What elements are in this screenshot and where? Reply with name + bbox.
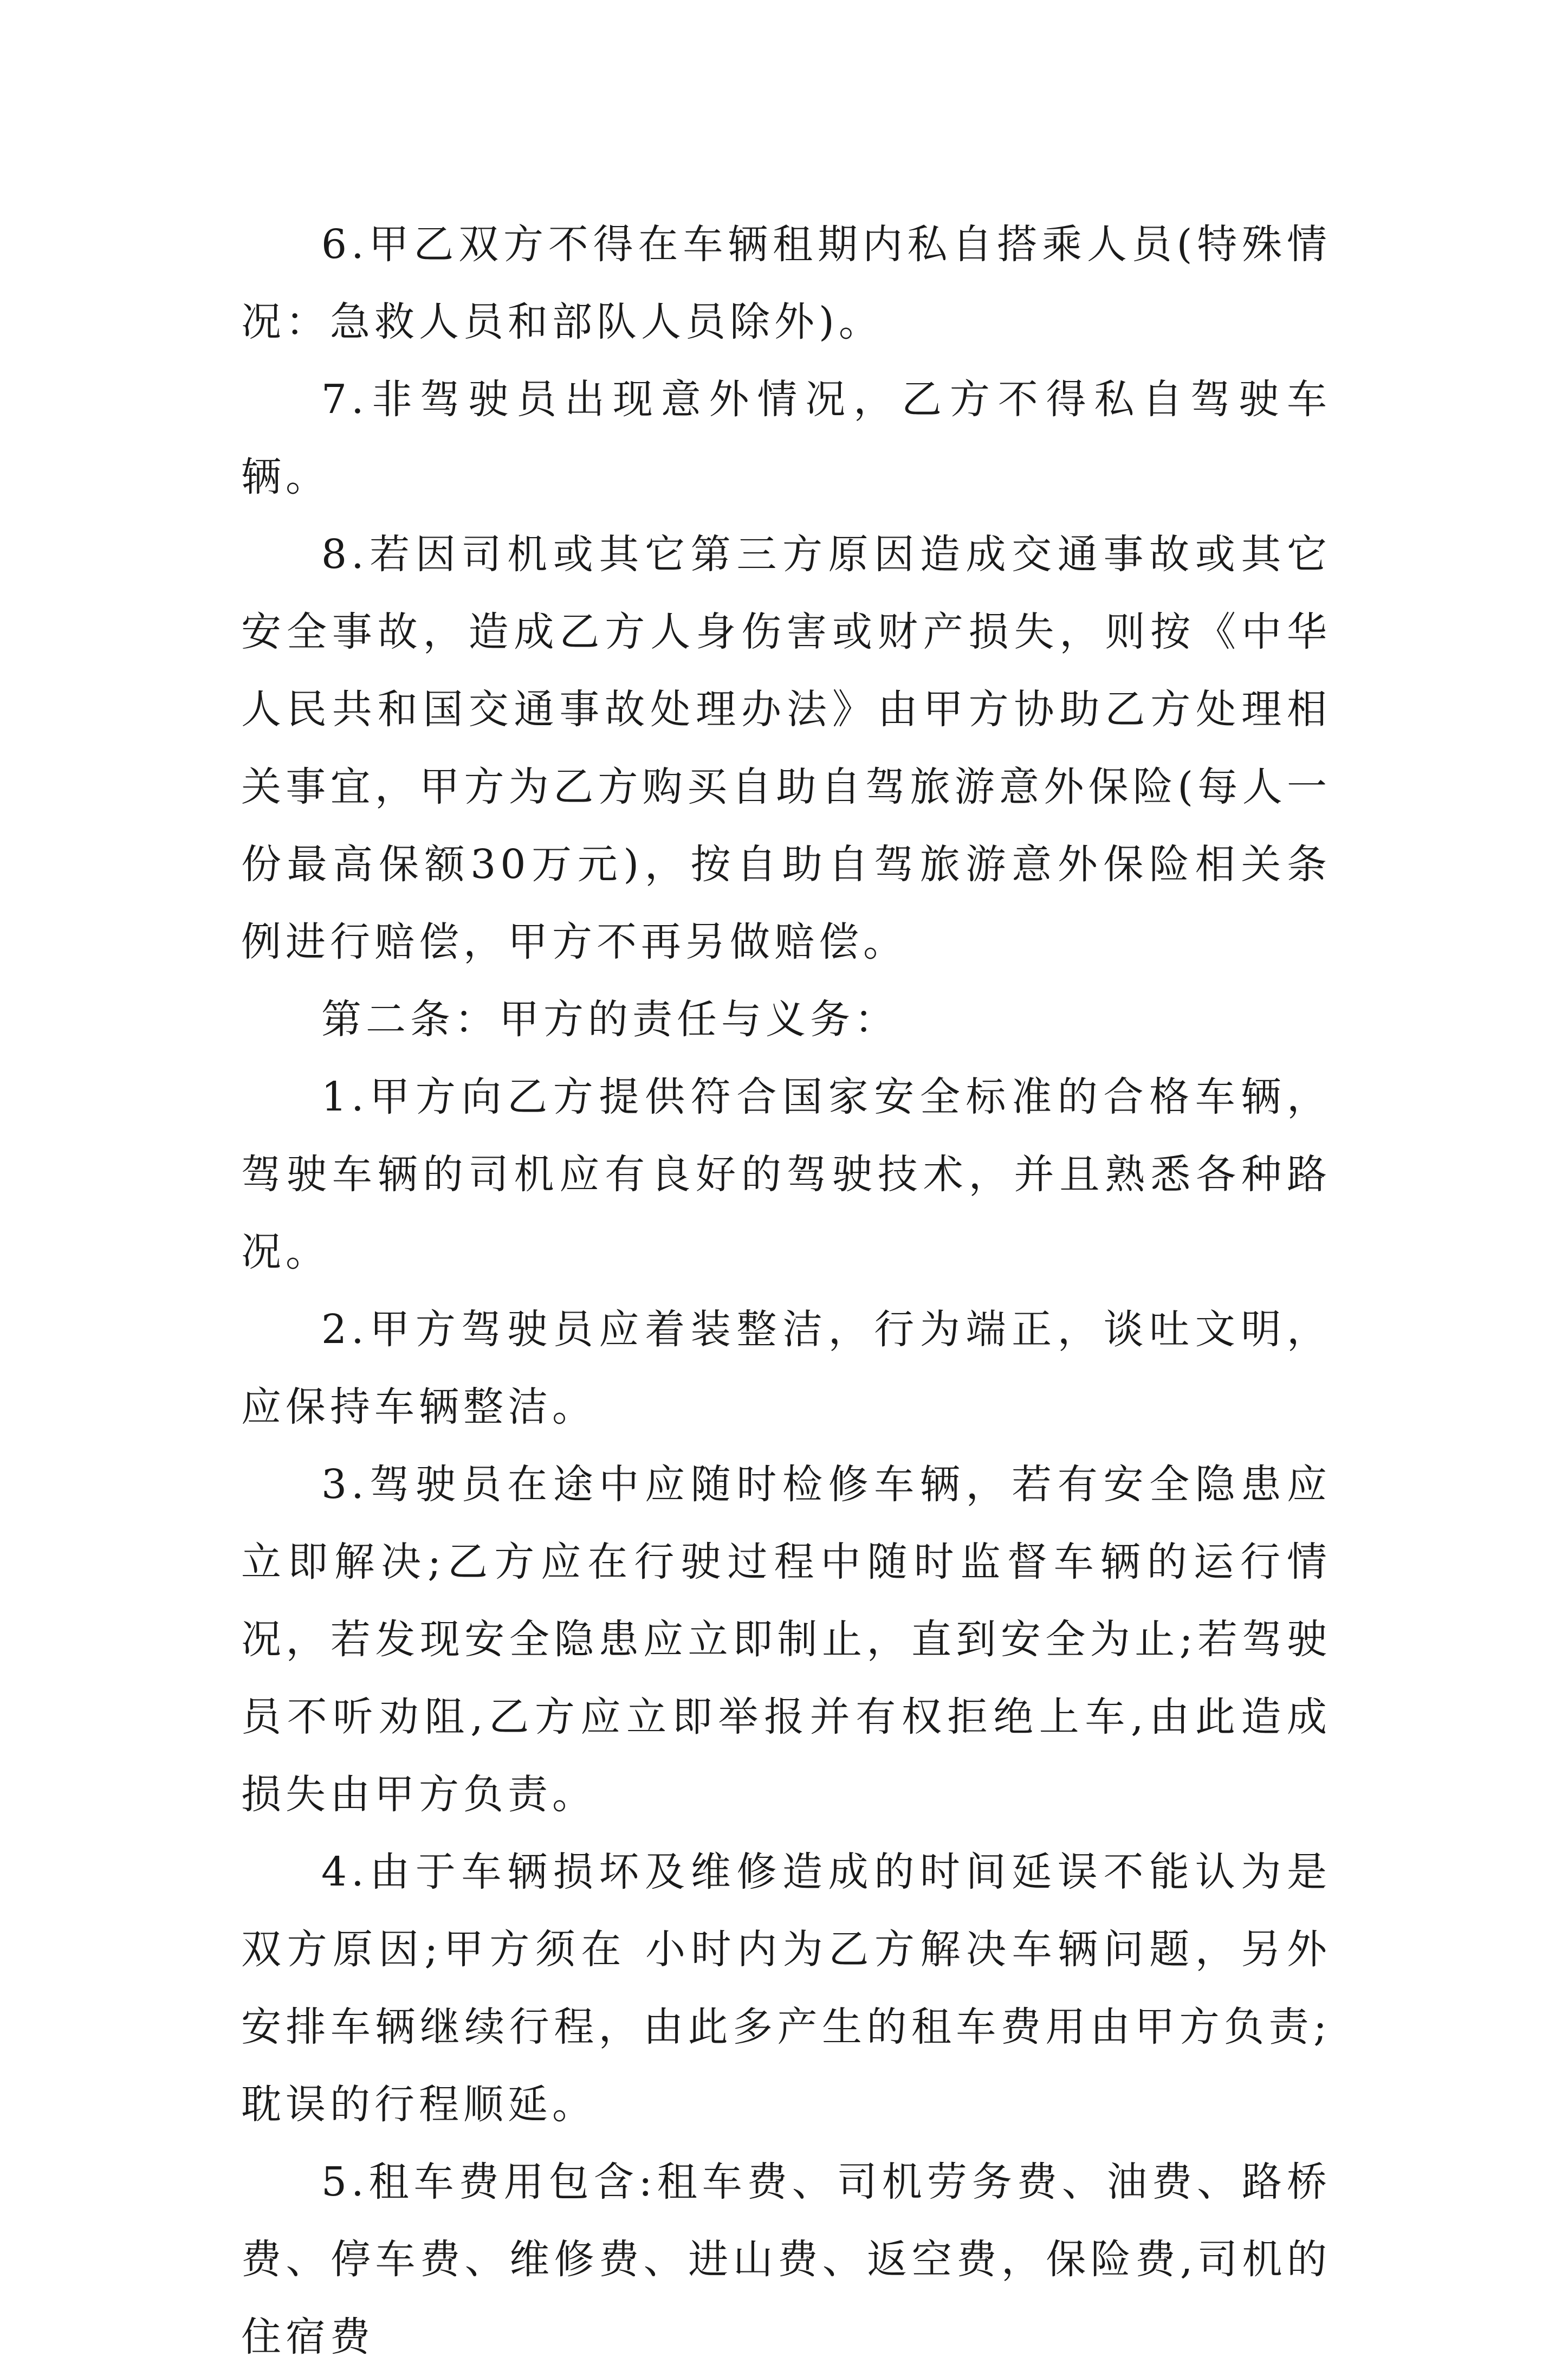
paragraph-clause-7: 7.非驾驶员出现意外情况，乙方不得私自驾驶车辆。 (241, 376, 1331, 500)
document-page (241, 206, 1331, 2376)
paragraph-article2-item-2: 2.甲方驾驶员应着装整洁，行为端正，谈吐文明，应保持车辆整洁。 (241, 1306, 1331, 1430)
paragraph-article2-item-4: 4.由于车辆损坏及维修造成的时间延误不能认为是双方原因;甲方须在 小时内为乙方解决车辆问题，另外安排车辆继续行程，由此多产生的租车费用由甲方负责;耽误的行程顺延。 (241, 1849, 1331, 2128)
section-heading-article-2: 第二条：甲方的责任与义务： (321, 996, 899, 1043)
paragraph-article2-item-3: 3.驾驶员在途中应随时检修车辆，若有安全隐患应立即解决;乙方应在行驶过程中随时监督车辆的运行情况，若发现安全隐患应立即制止，直到安全为止;若驾驶员不听劝阻,乙方应立即举报并有权拒绝上车,由此造成损失由甲方负责。 (241, 1461, 1331, 1818)
paragraph-clause-6: 6.甲乙双方不得在车辆租期内私自搭乘人员(特殊情况：急救人员和部队人员除外)。 (241, 221, 1331, 345)
paragraph-clause-8: 8.若因司机或其它第三方原因造成交通事故或其它安全事故，造成乙方人身伤害或财产损失，则按《中华人民共和国交通事故处理办法》由甲方协助乙方处理相关事宜，甲方为乙方购买自助自驾旅游意外保险(每人一份最高保额30万元)，按自助自驾旅游意外保险相关条例进行赔偿，甲方不再另做赔偿。 (241, 531, 1331, 965)
paragraph-article2-item-5: 5.租车费用包含:租车费、司机劳务费、油费、路桥费、停车费、维修费、进山费、返空费，保险费,司机的住宿费 (241, 2159, 1331, 2360)
paragraph-article2-item-1: 1.甲方向乙方提供符合国家安全标准的合格车辆，驾驶车辆的司机应有良好的驾驶技术，并且熟悉各种路况。 (241, 1074, 1331, 1275)
